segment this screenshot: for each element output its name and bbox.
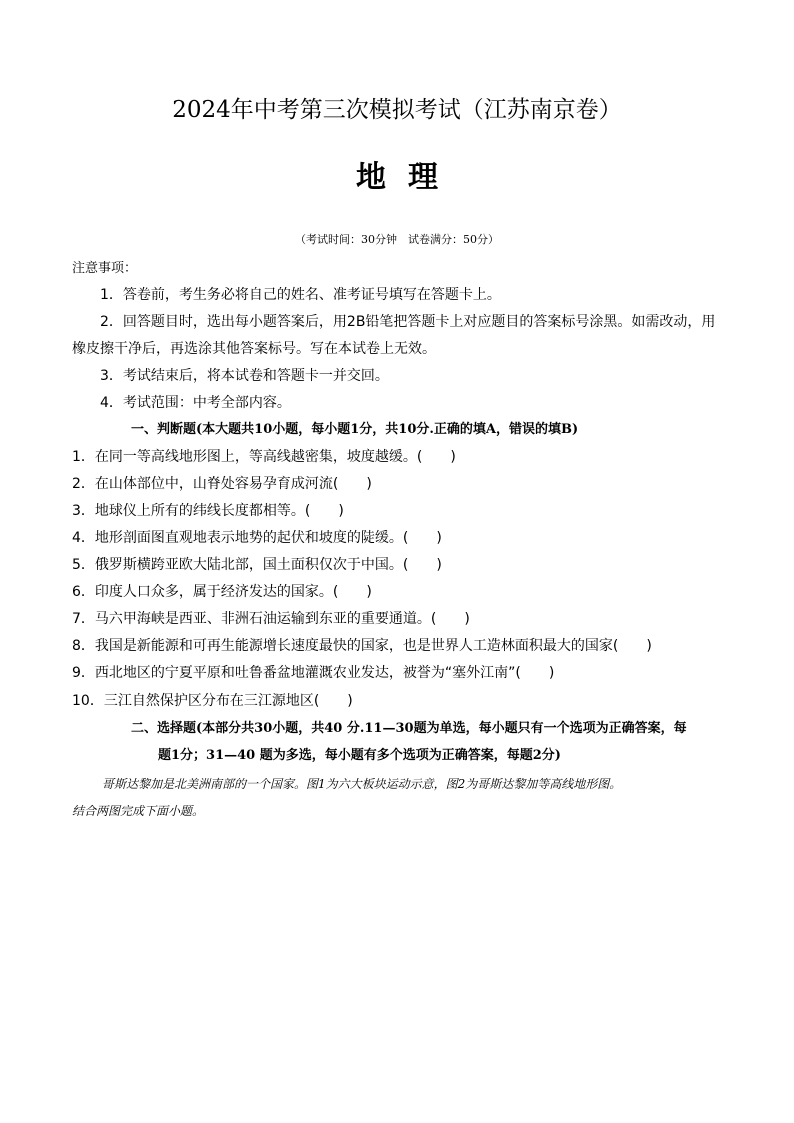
section-2-intro-line-2: 结合两图完成下面小题。: [72, 804, 205, 818]
question-item: 7．马六甲海峡是西亚、非洲石油运输到东亚的重要通道。( ): [72, 611, 470, 627]
exam-meta: （考试时间：30分钟 试卷满分：50分）: [295, 233, 499, 246]
question-item: 8．我国是新能源和可再生能源增长速度最快的国家，也是世界人工造林面积最大的国家( ): [72, 638, 652, 654]
notice-item: 1．答卷前，考生务必将自己的姓名、准考证号填写在答题卡上。: [100, 287, 501, 303]
notice-item: 4．考试范围：中考全部内容。: [100, 395, 291, 411]
question-item: 6．印度人口众多，属于经济发达的国家。( ): [72, 584, 372, 600]
question-item: 5．俄罗斯横跨亚欧大陆北部，国土面积仅次于中国。( ): [72, 557, 442, 573]
subject-title: 地理: [356, 160, 460, 195]
section-2-heading-line-1: 二、选择题(本部分共30小题，共40 分.11—30题为单选，每小题只有一个选项为正确答案，每: [131, 721, 687, 736]
question-item: 9．西北地区的宁夏平原和吐鲁番盆地灌溉农业发达，被誉为“塞外江南”( ): [72, 665, 555, 681]
notice-heading: 注意事项：: [72, 261, 138, 276]
notice-item-continuation: 橡皮擦干净后，再选涂其他答案标号。写在本试卷上无效。: [72, 341, 436, 357]
question-item: 3．地球仪上所有的纬线长度都相等。( ): [72, 503, 344, 519]
section-2-heading-line-2: 题1分；31—40 题为多选，每小题有多个选项为正确答案，每题2分): [158, 748, 561, 763]
notice-item: 3．考试结束后，将本试卷和答题卡一并交回。: [100, 368, 389, 384]
section-2-intro-line-1: 哥斯达黎加是北美洲南部的一个国家。图1为六大板块运动示意，图2为哥斯达黎加等高线地形图。: [102, 777, 622, 791]
exam-title: 2024年中考第三次模拟考试（江苏南京卷）: [172, 97, 622, 123]
notice-item: 2．回答题目时，选出每小题答案后，用2B铅笔把答题卡上对应题目的答案标号涂黑。如需改动，用: [100, 314, 716, 330]
question-item: 10．三江自然保护区分布在三江源地区( ): [72, 693, 353, 709]
question-item: 1．在同一等高线地形图上，等高线越密集，坡度越缓。( ): [72, 449, 456, 465]
question-item: 2．在山体部位中，山脊处容易孕育成河流( ): [72, 476, 372, 492]
question-item: 4．地形剖面图直观地表示地势的起伏和坡度的陡缓。( ): [72, 530, 442, 546]
section-1-heading: 一、判断题(本大题共10小题，每小题1分，共10分.正确的填A，错误的填B): [131, 422, 579, 437]
